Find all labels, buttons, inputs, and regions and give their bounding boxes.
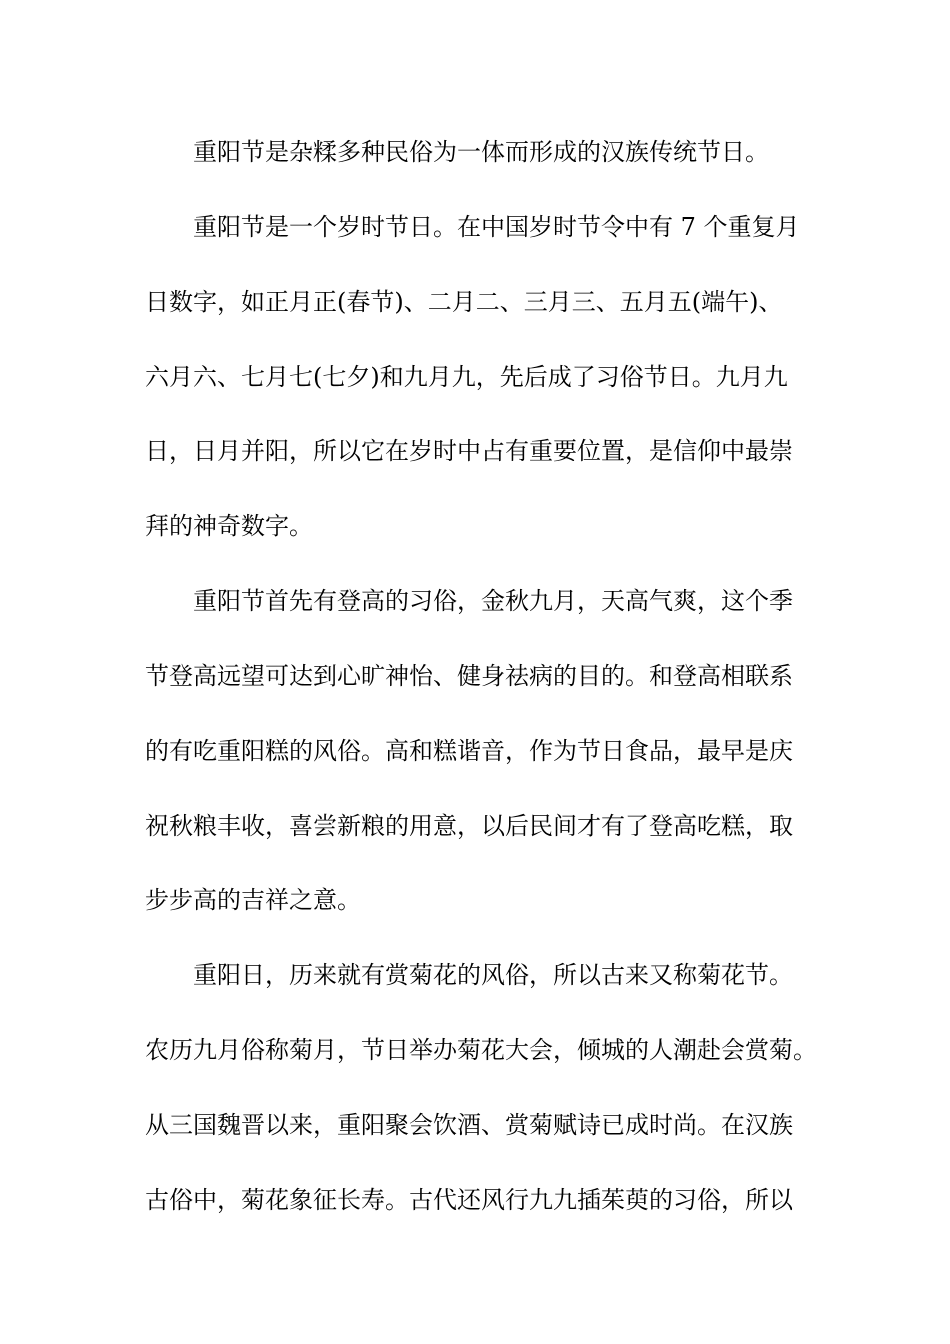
text-line: 祝秋粮丰收，喜尝新粮的用意，以后民间才有了登高吃糕，取 bbox=[145, 812, 793, 840]
text-line: 节登高远望可达到心旷神怡、健身祛病的目的。和登高相联系 bbox=[145, 662, 793, 690]
text-line: 重阳节是一个岁时节日。在中国岁时节令中有 7 个重复月 bbox=[193, 213, 800, 241]
text-line: 步步高的吉祥之意。 bbox=[145, 886, 361, 914]
text-line: 拜的神奇数字。 bbox=[145, 512, 313, 540]
text-line: 从三国魏晋以来，重阳聚会饮酒、赏菊赋诗已成时尚。在汉族 bbox=[145, 1111, 793, 1139]
text-line: 日数字，如正月正(春节)、二月二、三月三、五月五(端午)、 bbox=[145, 288, 783, 316]
text-line: 农历九月俗称菊月，节日举办菊花大会，倾城的人潮赴会赏菊。 bbox=[145, 1036, 817, 1064]
text-line: 重阳日，历来就有赏菊花的风俗，所以古来又称菊花节。 bbox=[193, 961, 793, 989]
text-line: 日，日月并阳，所以它在岁时中占有重要位置，是信仰中最崇 bbox=[145, 437, 793, 465]
text-line: 重阳节首先有登高的习俗，金秋九月，天高气爽，这个季 bbox=[193, 587, 793, 615]
text-line: 古俗中，菊花象征长寿。古代还风行九九插茱萸的习俗，所以 bbox=[145, 1186, 793, 1214]
text-line: 的有吃重阳糕的风俗。高和糕谐音，作为节日食品，最早是庆 bbox=[145, 737, 793, 765]
text-line: 重阳节是杂糅多种民俗为一体而形成的汉族传统节日。 bbox=[193, 138, 769, 166]
text-line: 六月六、七月七(七夕)和九月九，先后成了习俗节日。九月九 bbox=[145, 363, 788, 391]
